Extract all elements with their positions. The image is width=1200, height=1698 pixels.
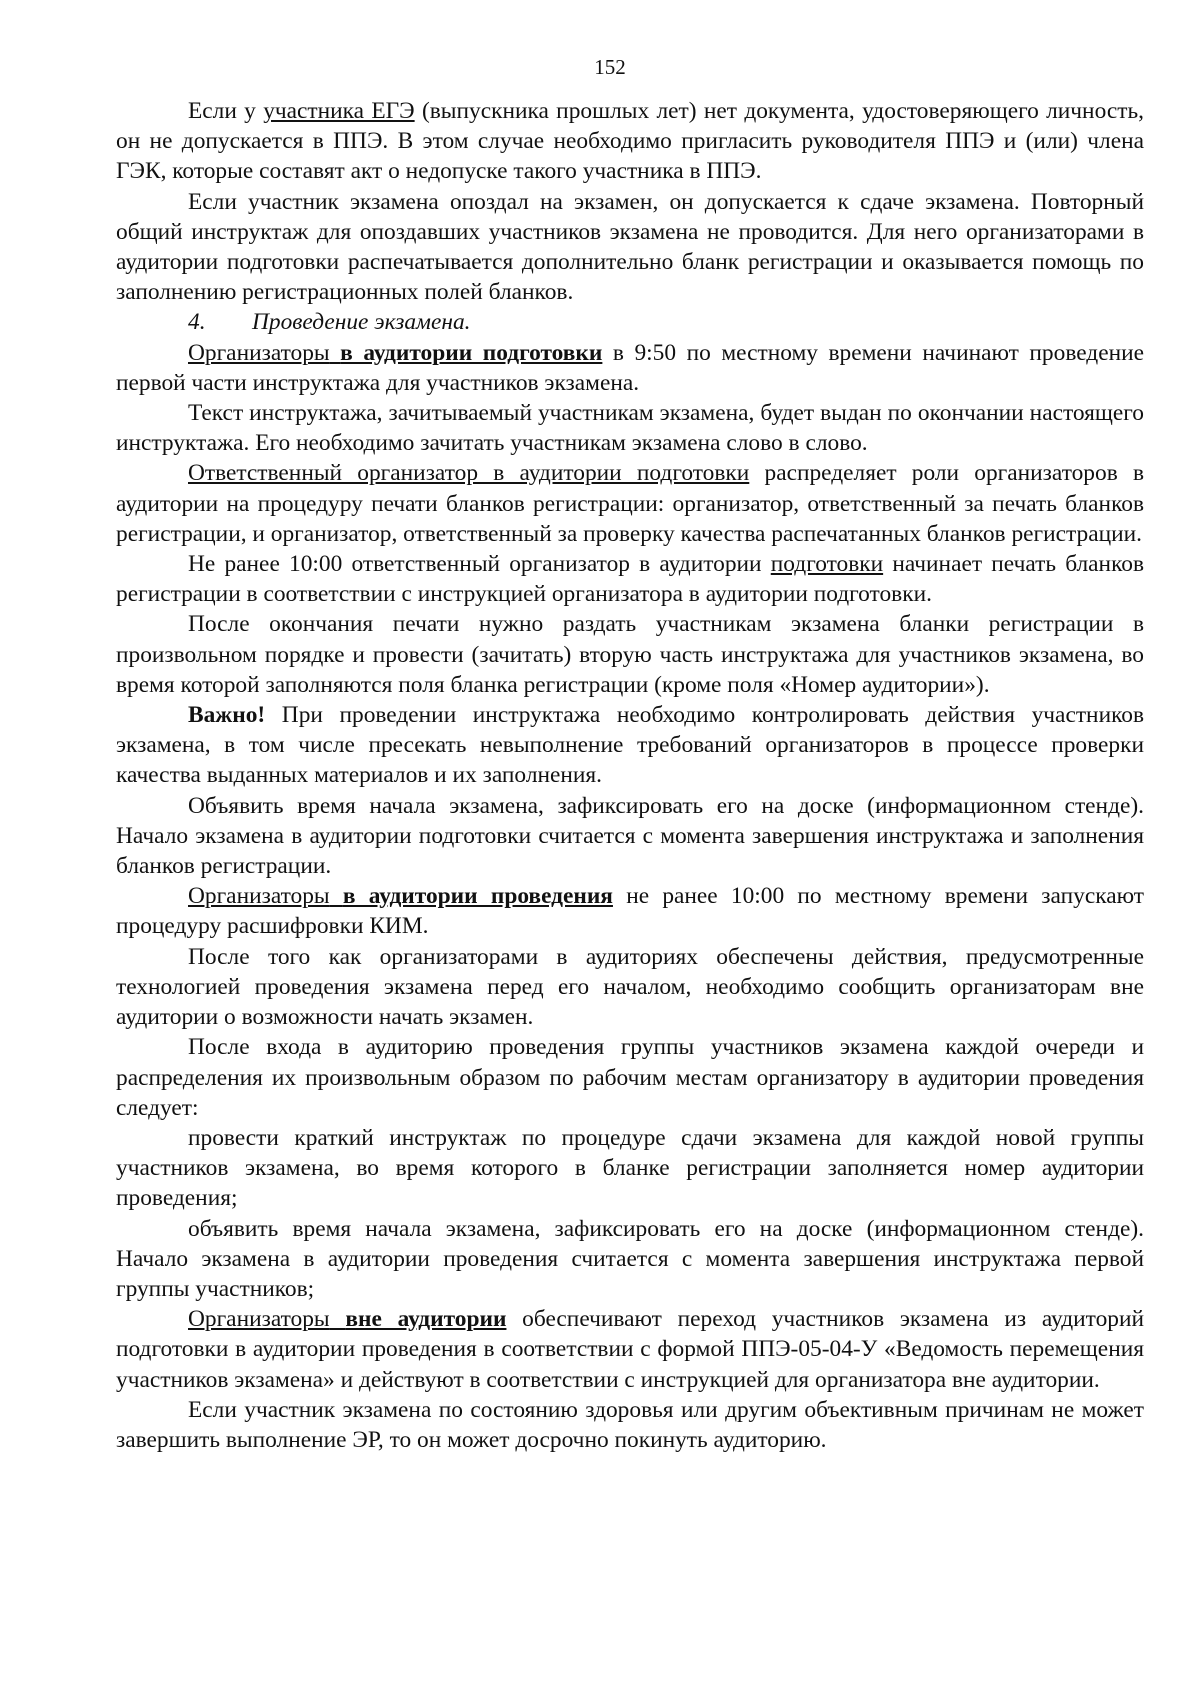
paragraph-announce-start: Объявить время начала экзамена, зафиксировать его на доске (информационном стенде). Начало экзамена в аудитории подготовки считается с момента завершения инструктажа и заполнения бланков регистрации. [116,792,1144,880]
paragraph-announce-time: объявить время начала экзамена, зафиксировать его на доске (информационном стенде). Начало экзамена в аудитории проведения считается с момента завершения инструктажа первой группы участников; [116,1215,1144,1302]
paragraph-after-entry: После входа в аудиторию проведения группы участников экзамена каждой очереди и распределения их произвольным образом по рабочим местам организатору в аудитории проведения следует: [116,1034,1144,1121]
important-label: Важно! [188,702,266,729]
paragraph-instruction-text: Текст инструктажа, зачитываемый участникам экзамена, будет выдан по окончании настоящего инструктажа. Его необходимо зачитать участникам экзамена слово в слово. [116,400,1144,457]
section-heading [116,307,1144,337]
section-number: 4. [188,309,206,336]
paragraph-after-printing: После окончания печати нужно раздать участникам экзамена бланки регистрации в произвольном порядке и провести (зачитать) вторую часть инструктажа для участников экзамена, во время которой заполняются поля бланка регистрации (кроме поля «Номер аудитории»). [116,611,1144,698]
underlined-term: Ответственный организатор в аудитории подготовки [188,460,750,487]
bold-underlined-term: вне аудитории [345,1306,507,1333]
underlined-term: подготовки [770,551,884,578]
page-number: 152 [594,55,626,79]
paragraph-printing-start: Не ранее 10:00 ответственный организатор в аудитории подготовки начинает печать бланков регистрации в соответствии с инструкцией организатора в аудитории подготовки. [116,551,1144,608]
paragraph-late-participant: Если участник экзамена опоздал на экзамен, он допускается к сдаче экзамена. Повторный общий инструктаж для опоздавших участников экзамена не проводится. Для него организаторами в аудитории подготовки распечатывается дополнительно бланк регистрации и оказывается помощь по заполнению регистрационных полей бланков. [116,188,1144,306]
paragraph-prep-room-organizers: Организаторы в аудитории подготовки в 9:50 по местному времени начинают проведение первой части инструктажа для участников экзамена. [116,339,1144,396]
underlined-term: участника ЕГЭ [263,98,415,124]
paragraph-responsible-organizer: Ответственный организатор в аудитории подготовки распределяет роли организаторов в аудитории на процедуру печати бланков регистрации: организатор, ответственный за печать бланков регистрации, и организатор, ответственный за проверку качества распечатанных бланков регистрации. [116,460,1145,547]
section-title: Проведение экзамена. [252,309,471,336]
paragraph-notify-outside: После того как организаторами в аудиториях обеспечены действия, предусмотренные технологией проведения экзамена перед его началом, необходимо сообщить организаторам вне аудитории о возможности начать экзамен. [116,943,1144,1031]
paragraph-early-leave: Если участник экзамена по состоянию здоровья или другим объективным причинам не может завершить выполнение ЭР, то он может досрочно покинуть аудиторию. [116,1396,1144,1453]
bold-underlined-term: в аудитории проведения [342,883,613,910]
bold-underlined-term: в аудитории подготовки [340,339,603,366]
paragraph-important: Важно! При проведении инструктажа необходимо контролировать действия участников экзамена, в том числе пресекать невыполнение требований организаторов в процессе проверки качества выданных материалов и их заполнения. [116,702,1144,789]
paragraph-outside-organizers: Организаторы вне аудитории обеспечивают переход участников экзамена из аудиторий подготовки в аудитории проведения в соответствии с формой ППЭ-05-04-У «Ведомость перемещения участников экзамена» и действуют в соответствии с инструкцией для организатора вне аудитории. [116,1306,1144,1393]
document-body [116,96,1144,1455]
paragraph-no-id-document: Если у участника ЕГЭ (выпускника прошлых лет) нет документа, удостоверяющего личность, он не допускается в ППЭ. В этом случае необходимо пригласить руководителя ППЭ и (или) члена ГЭК, которые составят акт о недопуске такого участника в ППЭ. [116,98,1144,185]
paragraph-brief-instruction: провести краткий инструктаж по процедуре сдачи экзамена для каждой новой группы участников экзамена, во время которого в бланке регистрации заполняется номер аудитории проведения; [116,1124,1144,1212]
paragraph-exam-room-organizers: Организаторы в аудитории проведения не ранее 10:00 по местному времени запускают процедуру расшифровки КИМ. [116,883,1144,940]
